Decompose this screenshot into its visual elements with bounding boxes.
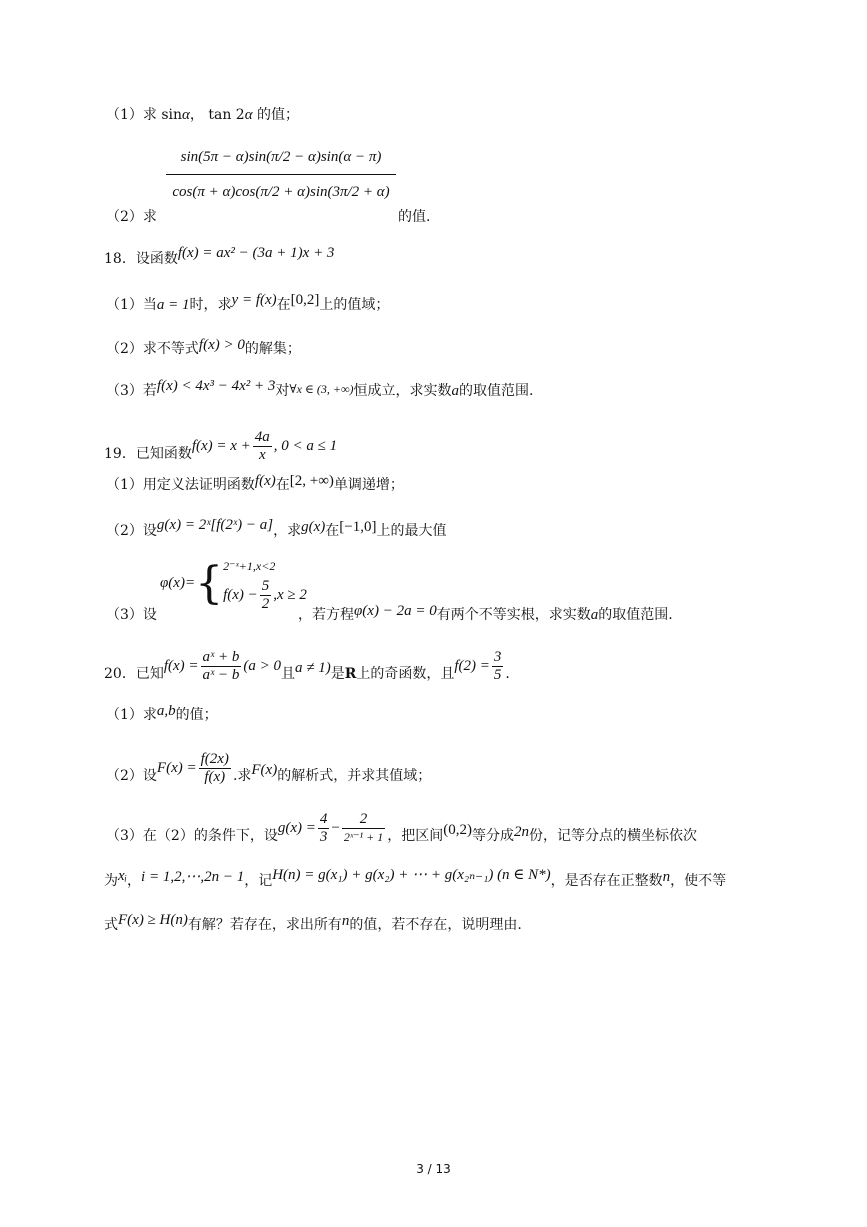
- q19-part2-interval: [−1,0]: [339, 519, 377, 535]
- q20-part3-line2-sep: ，: [127, 873, 142, 889]
- q18-part3: [106, 380, 533, 402]
- q20-part3-line2-suffix: ，是否存在正整数: [550, 873, 663, 889]
- q19-part3-var: a: [590, 607, 599, 623]
- q20-stem-mid2: 是: [330, 666, 345, 682]
- q17-part1-prefix: （1）求 sin: [106, 107, 183, 123]
- q19-part3-prefix: （3）设: [106, 607, 157, 623]
- q20-part3-index: i = 1,2,⋯,2n − 1: [141, 869, 245, 885]
- q20-part2-func: F(x): [251, 762, 278, 778]
- q17-part1-alpha: α: [182, 107, 190, 123]
- q19-part3-suffix: 的取值范围.: [598, 607, 673, 623]
- q20-part1: [106, 704, 218, 726]
- q17-part2-fraction: [166, 142, 396, 207]
- q19-part3-eq: φ(x) − 2a = 0: [354, 603, 437, 619]
- q20-part2-suffix: 的解析式，并求其值域；: [277, 768, 432, 784]
- q19-part3-case2-numerator: 5: [261, 578, 270, 594]
- q20-stem-lhs: f(x) =: [163, 658, 199, 674]
- q20-part3-g: g(x) =: [277, 820, 316, 836]
- q20-part2-mid: .求: [232, 768, 252, 784]
- q18-stem: [104, 245, 335, 270]
- q19-part1-prefix: （1）用定义法证明函数: [106, 477, 255, 493]
- q19-part3-rest: [298, 604, 673, 626]
- q20-part2-lhs: F(x) =: [156, 760, 197, 776]
- q20-part1-prefix: （1）求: [106, 707, 157, 723]
- q20-stem-f2-numerator: 3: [493, 648, 502, 665]
- q20-part3-ineq: F(x) ≥ H(n): [118, 912, 188, 928]
- q19-part3-brace: {: [195, 557, 224, 609]
- q19-part3-mid: ，若方程: [298, 607, 354, 623]
- q19-part2-suffix: 上的最大值: [376, 523, 447, 539]
- q20-stem-f2: f(2) =: [454, 658, 490, 674]
- q18-part2-suffix: 的解集；: [244, 341, 301, 357]
- q20-part3-denominator1: 3: [319, 828, 328, 845]
- q20-part3-H: H(n) = g(x₁) + g(x₂) + ⋯ + g(x₂ₙ₋₁) (n ∈ N*): [272, 867, 551, 883]
- q20-part3-interval: (0,2): [443, 822, 472, 838]
- q17-part2-suffix: 的值.: [398, 209, 431, 225]
- q20-stem-mid3: 上的奇函数，且: [356, 666, 455, 682]
- q19-part1-mid: 在: [275, 477, 290, 493]
- q19-stem-denominator: x: [258, 446, 266, 463]
- q20-part3-mid2: 等分成: [472, 828, 514, 844]
- q19-stem: [104, 428, 338, 476]
- q18-part1-mid: 时，求: [189, 297, 232, 313]
- q20-part3-line3-mid: 有解？若存在，求出所有: [187, 917, 342, 933]
- q20-stem-numerator: aˣ + b: [202, 648, 240, 665]
- q19-part1-func: f(x): [254, 473, 276, 489]
- q18-part3-ineq: f(x) < 4x³ − 4x² + 3: [156, 378, 276, 394]
- q18-part1-prefix: （1）当: [106, 297, 157, 313]
- q20-part2: [106, 752, 431, 800]
- q19-stem-fraction: [253, 429, 272, 464]
- q20-part3-minus: −: [331, 820, 340, 836]
- q19-stem-lhs: f(x) = x +: [191, 438, 251, 454]
- q19-part3-lhs: φ(x)=: [160, 575, 196, 591]
- q18-part1: [106, 294, 389, 316]
- q19-part3-cases: [223, 554, 307, 613]
- q18-part1-func: y = f(x): [231, 292, 277, 308]
- q20-stem-cond2: a ≠ 1): [295, 660, 331, 676]
- q19-part3-case2-b: ,x ≥ 2: [273, 586, 307, 603]
- q20-part3-numerator2: 2: [342, 811, 385, 829]
- q20-part3-2n: 2n: [514, 824, 529, 840]
- q18-stem-prefix: 18．设函数: [104, 251, 178, 267]
- q20-part3-fraction1: [318, 811, 330, 846]
- q17-part2-numerator: sin(5π − α)sin(π/2 − α)sin(α − π): [166, 142, 396, 175]
- q17-part1-alpha2: α: [244, 107, 253, 123]
- q20-part3-n: n: [662, 869, 671, 885]
- q19-part2: [106, 517, 447, 542]
- q20-stem: [104, 648, 510, 696]
- q18-part3-prefix: （3）若: [106, 383, 157, 399]
- q18-part1-interval: [0,2]: [290, 292, 320, 308]
- q20-stem-f2-fraction: [492, 649, 504, 684]
- q17-part1-mid: ， tan 2: [189, 107, 245, 123]
- q17-part2-prefix: （2）求: [106, 209, 157, 225]
- q20-stem-end: .: [505, 666, 510, 682]
- q19-part1-suffix: 单调递增；: [333, 477, 404, 493]
- q18-part3-mid: 对: [275, 383, 290, 399]
- q19-part3-case2-a: f(x) −: [223, 586, 258, 603]
- q20-part1-suffix: 的值；: [175, 707, 218, 723]
- q18-part1-cond: a = 1: [156, 297, 190, 313]
- q20-part3-line3-suffix: 的值，若不存在，说明理由.: [349, 917, 522, 933]
- q17-part1-suffix: 的值；: [252, 107, 300, 123]
- q20-part3-suffix: 份，记等分点的横坐标依次: [529, 828, 697, 844]
- q19-stem-numerator: 4a: [254, 428, 270, 445]
- q17-part2-denominator: cos(π + α)cos(π/2 + α)sin(3π/2 + α): [172, 184, 390, 200]
- q20-part3-line1: [106, 812, 697, 860]
- q20-part3-line2-end: ，使不等: [670, 873, 727, 889]
- q20-stem-cond: (a > 0: [243, 658, 281, 674]
- q20-stem-f2-denominator: 5: [493, 666, 502, 683]
- q20-part3-n2: n: [341, 913, 350, 929]
- q20-part3-fraction2: [342, 811, 385, 846]
- q20-part2-denominator: f(x): [204, 768, 226, 785]
- q18-part1-suffix: 上的值域；: [319, 297, 390, 313]
- q20-part1-vars: a,b: [156, 703, 176, 719]
- q19-part3-case1: 2⁻ˣ+1,x<2: [223, 559, 276, 573]
- q19-part3-case2-denominator: 2: [261, 596, 270, 612]
- q20-stem-mid: 且: [281, 666, 295, 682]
- q20-part3-numerator1: 4: [319, 810, 328, 827]
- q19-part3-mid2: 有两个不等实根，求实数: [436, 607, 591, 623]
- q19-part1-interval: [2, +∞): [289, 473, 334, 489]
- q18-part3-var: a: [451, 383, 460, 399]
- q20-part2-fraction: [199, 751, 231, 786]
- q20-part3-line2-prefix: 为: [104, 873, 118, 889]
- q20-part3-line2-mid: ，记: [244, 873, 273, 889]
- q18-part3-mid2: 恒成立，求实数: [353, 383, 452, 399]
- q20-part3-xi: xᵢ: [118, 868, 128, 884]
- q18-part3-suffix: 的取值范围.: [459, 383, 534, 399]
- q20-part2-numerator: f(2x): [200, 750, 229, 767]
- q20-part3-mid: ，把区间: [387, 828, 444, 844]
- q20-part3-denominator2: 2ˣ⁻¹ + 1: [343, 829, 384, 844]
- q19-part3-case2: [223, 578, 307, 613]
- q18-stem-formula: f(x) = ax² − (3a + 1)x + 3: [177, 245, 335, 261]
- q20-stem-fraction: [201, 649, 242, 684]
- q20-stem-prefix: 20．已知: [104, 666, 164, 682]
- q18-part2-ineq: f(x) > 0: [198, 337, 245, 353]
- q18-part3-forall: ∀x ∈ (3, +∞): [289, 382, 354, 396]
- q20-part3-line3-prefix: 式: [104, 917, 118, 933]
- q20-stem-denominator: aˣ − b: [202, 666, 240, 683]
- q19-part3-piecewise: [160, 554, 307, 613]
- q19-stem-cond: , 0 < a ≤ 1: [273, 438, 338, 454]
- q19-part2-func: g(x): [301, 519, 326, 535]
- q18-part2-prefix: （2）求不等式: [106, 341, 199, 357]
- q19-part1: [106, 474, 404, 496]
- q20-part3-line3: [104, 914, 522, 936]
- q19-part2-formula: g(x) = 2ˣ[f(2ˣ) − a]: [156, 517, 274, 533]
- q20-part3-line2: [104, 867, 727, 892]
- q20-stem-R: R: [344, 666, 357, 682]
- q19-part3-case2-fraction: [260, 578, 272, 613]
- q19-part2-mid2: 在: [325, 523, 340, 539]
- q19-stem-prefix: 19．已知函数: [104, 446, 192, 462]
- q20-part2-prefix: （2）设: [106, 768, 157, 784]
- page-number: 3 / 13: [416, 1162, 451, 1176]
- q18-part1-mid2: 在: [276, 297, 291, 313]
- q18-part2: [106, 338, 301, 360]
- q20-part3-prefix: （3）在（2）的条件下，设: [106, 828, 278, 844]
- q19-part2-prefix: （2）设: [106, 523, 157, 539]
- q17-part1: [106, 104, 299, 126]
- q19-part2-mid: ，求: [273, 523, 302, 539]
